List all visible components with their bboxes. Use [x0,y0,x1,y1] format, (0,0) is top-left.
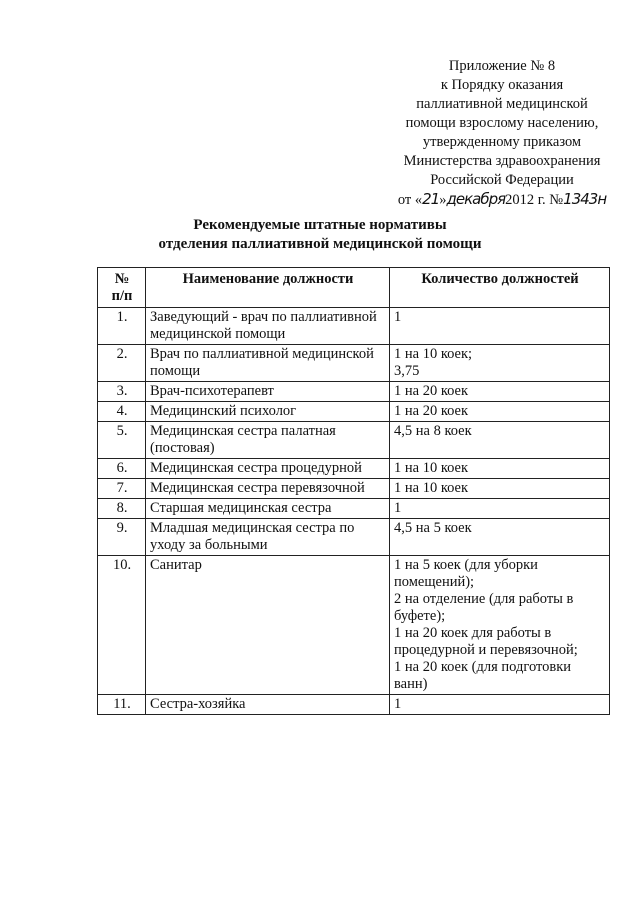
count-line: 4,5 на 5 коек [394,520,472,536]
appendix-line: утвержденному приказом [422,134,582,150]
position-count [390,459,610,479]
order-date-line [372,190,632,210]
count-line: 1 [394,500,402,516]
table-row [98,308,610,345]
date-mid: » [439,192,447,208]
table-row [98,519,610,556]
position-count [390,402,610,422]
position-count [390,695,610,715]
appendix-header [372,57,632,210]
position-line: Младшая медицинская сестра по [150,520,355,536]
position-line: Врач-психотерапевт [150,383,274,399]
position-count [390,519,610,556]
position-count [390,556,610,695]
position-name [146,695,390,715]
count-line: ванн) [394,676,428,692]
count-line: 4,5 на 8 коек [394,423,472,439]
position-line: Санитар [150,557,202,573]
title-line-1: Рекомендуемые штатные нормативы [193,217,447,233]
position-name [146,499,390,519]
position-count [390,345,610,382]
position-name [146,519,390,556]
count-line: 1 на 10 коек; [394,346,473,362]
row-number: 3. [98,382,146,402]
position-line: медицинской помощи [150,326,286,342]
position-count [390,308,610,345]
row-number: 9. [98,519,146,556]
position-name [146,459,390,479]
date-year: 2012 г. № [505,192,564,208]
count-line: 1 [394,696,402,712]
count-line: 1 [394,309,402,325]
position-line: уходу за больными [150,537,268,553]
appendix-line: Приложение № 8 [448,58,556,74]
count-line: процедурной и перевязочной; [394,642,578,658]
row-number: 8. [98,499,146,519]
position-line: Заведующий - врач по паллиативной [150,309,377,325]
date-prefix: от « [397,192,423,208]
appendix-line: к Порядку оказания [440,77,564,93]
table-header-row [98,268,610,308]
count-line: 1 на 5 коек (для уборки [394,557,538,573]
table-row [98,459,610,479]
position-name [146,402,390,422]
table-row [98,345,610,382]
position-name [146,345,390,382]
position-line: Медицинский психолог [150,403,297,419]
count-line: буфете); [394,608,446,624]
count-line: 1 на 20 коек [394,383,469,399]
count-line: помещений); [394,574,475,590]
position-line: помощи [150,363,201,379]
date-day-handwritten: 21 [422,190,440,208]
row-number: 11. [98,695,146,715]
position-line: (постовая) [150,440,215,456]
table-row [98,479,610,499]
header-count: Количество должностей [390,268,610,308]
position-count [390,422,610,459]
row-number: 6. [98,459,146,479]
table-body [98,308,610,715]
row-number: 7. [98,479,146,499]
staffing-table [97,267,610,715]
position-name [146,479,390,499]
order-number-handwritten: 1343н [563,190,607,208]
position-line: Медицинская сестра процедурной [150,460,362,476]
position-count [390,479,610,499]
position-name [146,556,390,695]
appendix-line: Российской Федерации [430,172,574,188]
position-name [146,382,390,402]
table-row [98,402,610,422]
position-line: Медицинская сестра перевязочной [150,480,365,496]
title-line-2: отделения паллиативной медицинской помощи [158,236,482,252]
table-row [98,499,610,519]
count-line: 1 на 20 коек (для подготовки [394,659,572,675]
table-row [98,422,610,459]
row-number: 5. [98,422,146,459]
position-line: Сестра-хозяйка [150,696,246,712]
count-line: 1 на 20 коек для работы в [394,625,552,641]
row-number: 10. [98,556,146,695]
table-row [98,695,610,715]
position-line: Старшая медицинская сестра [150,500,332,516]
position-name [146,422,390,459]
appendix-line: помощи взрослому населению, [405,115,599,131]
position-count [390,499,610,519]
count-line: 2 на отделение (для работы в [394,591,574,607]
table-row [98,382,610,402]
date-month-handwritten: декабря [446,190,506,208]
header-position: Наименование должности [146,268,390,308]
appendix-line: Министерства здравоохранения [403,153,601,169]
position-count [390,382,610,402]
count-line: 1 на 10 коек [394,460,469,476]
table-row [98,556,610,695]
count-line: 1 на 10 коек [394,480,469,496]
position-line: Врач по паллиативной медицинской [150,346,374,362]
appendix-line: паллиативной медицинской [416,96,588,112]
position-name [146,308,390,345]
row-number: 1. [98,308,146,345]
document-title [0,216,640,254]
count-line: 1 на 20 коек [394,403,469,419]
row-number: 2. [98,345,146,382]
row-number: 4. [98,402,146,422]
count-line: 3,75 [394,363,420,379]
header-number: № п/п [98,268,146,308]
position-line: Медицинская сестра палатная [150,423,336,439]
